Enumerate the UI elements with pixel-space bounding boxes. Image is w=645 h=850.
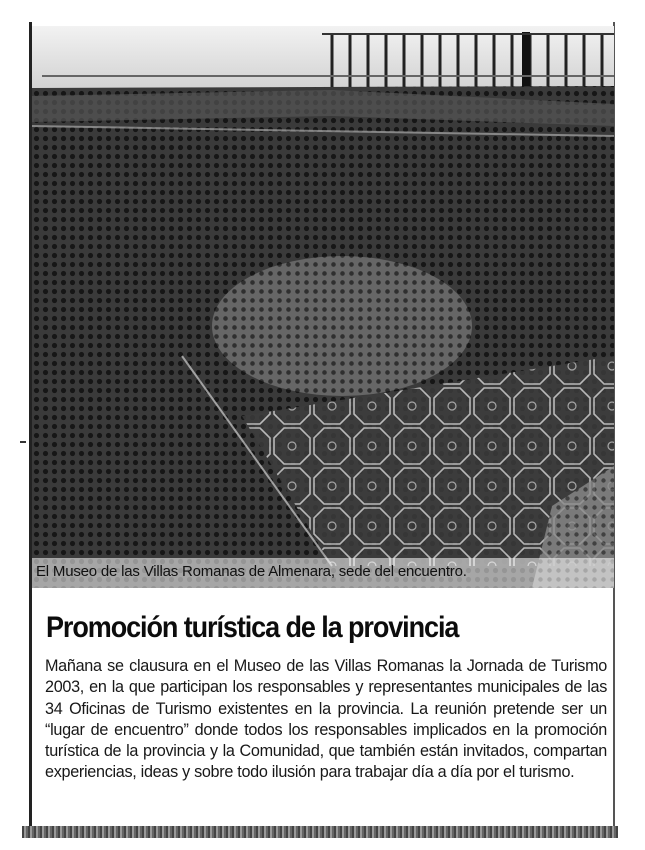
- article-headline: Promoción turística de la provincia: [46, 611, 459, 644]
- bottom-border: [22, 826, 618, 838]
- margin-mark: [20, 441, 26, 443]
- article-body: Mañana se clausura en el Museo de las Villas Romanas la Jornada de Turismo 2003, en la que participan los responsables y representantes municipales de las 34 Oficinas de Turismo existentes en la provincia. La reunión pretende ser un “lugar de encuentro” donde todos los responsables implicados en la promoción turística de la provincia y la Comunidad, que también están invitados, compartan experiencias, ideas y sobre todo ilusión para trabajar día a día por el turismo.: [45, 657, 607, 782]
- photo-caption: El Museo de las Villas Romanas de Almenara, sede del encuentro.: [36, 563, 467, 580]
- museum-mosaic-photo: [32, 26, 614, 588]
- mosaic-floor-image: [32, 26, 614, 588]
